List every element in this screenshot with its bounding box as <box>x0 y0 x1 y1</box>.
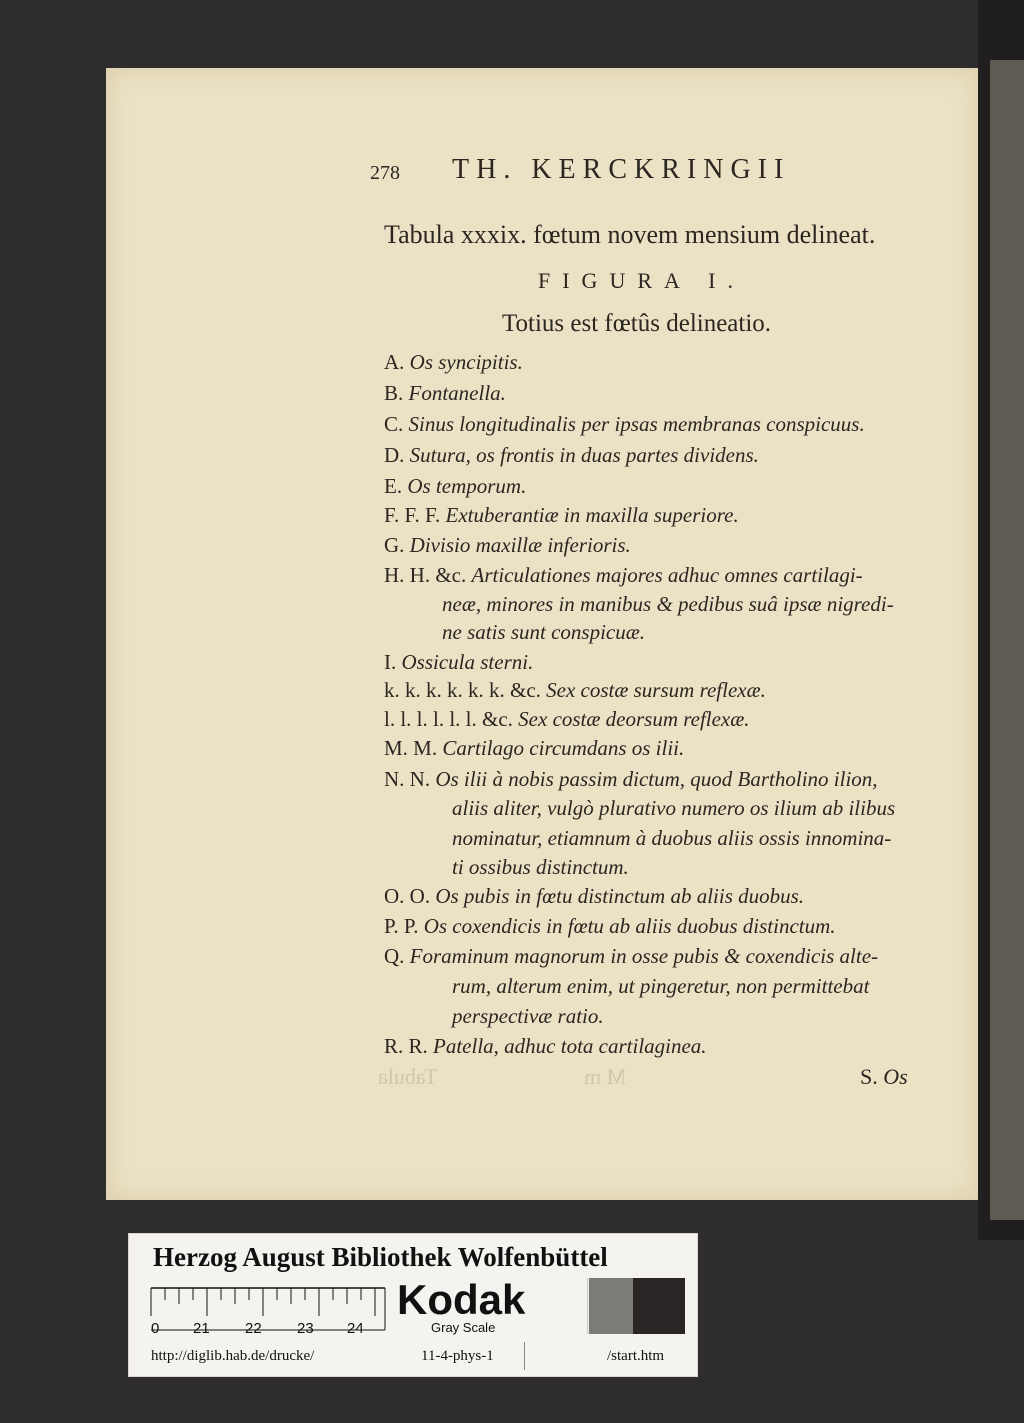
legend-continuation: rum, alterum enim, ut pingeretur, non permittebat <box>452 974 870 998</box>
legend-continuation: ti ossibus distinctum. <box>452 855 629 879</box>
gray-scale-label: Gray Scale <box>431 1320 496 1335</box>
legend-entry <box>384 767 878 792</box>
legend-entry <box>384 884 804 909</box>
kodak-logo: Kodak <box>397 1276 526 1323</box>
bleed-through-text: M m <box>584 1064 627 1089</box>
catchword <box>860 1064 908 1090</box>
legend-text: Os coxendicis in fœtu ab aliis duobus distinctum. <box>423 914 836 938</box>
legend-text: Os temporum. <box>407 474 527 498</box>
legend-continuation: nominatur, etiamnum à duobus aliis ossis innomina- <box>452 826 892 850</box>
legend-text: Ossicula sterni. <box>401 650 534 674</box>
legend-text: Os syncipitis. <box>409 350 523 374</box>
legend-key: R. R. <box>384 1034 428 1058</box>
ruler-label: 23 <box>297 1320 314 1337</box>
legend-entry <box>384 474 526 499</box>
ruler-label: 0 <box>151 1320 160 1337</box>
archive-label-card <box>128 1233 698 1377</box>
legend-entry <box>384 914 836 939</box>
legend-entry <box>384 707 750 732</box>
legend-entry <box>384 443 759 468</box>
running-head: TH. KERCKRINGII <box>452 154 791 185</box>
legend-key: P. P. <box>384 914 419 938</box>
legend-entry <box>384 381 506 406</box>
legend-key: A. <box>384 350 405 374</box>
catchword-key: S. <box>860 1064 878 1089</box>
digital-library-url: http://diglib.hab.de/drucke/ <box>151 1348 315 1364</box>
legend-key: D. <box>384 443 405 467</box>
footer-divider <box>524 1342 525 1370</box>
legend-entry <box>384 533 631 558</box>
legend-text: Cartilago circumdans os ilii. <box>442 736 685 760</box>
legend-text: Os pubis in fœtu distinctum ab aliis duobus. <box>435 884 805 908</box>
legend-continuation: neæ, minores in manibus & pedibus suâ ipsæ nigredi- <box>442 592 894 616</box>
legend-key: E. <box>384 474 403 498</box>
legend-text: Sinus longitudinalis per ipsas membranas conspicuus. <box>408 412 865 436</box>
legend-key: C. <box>384 412 404 436</box>
shelfmark: 11-4-phys-1 <box>421 1348 494 1364</box>
legend-key: Q. <box>384 944 405 968</box>
legend-key: I. <box>384 650 397 674</box>
ruler-label: 22 <box>245 1320 262 1337</box>
legend-continuation: aliis aliter, vulgò plurativo numero os ilium ab ilibus <box>452 796 896 820</box>
legend-key: M. M. <box>384 736 438 760</box>
catchword-word: Os <box>883 1064 908 1089</box>
figure-subtitle: Totius est fœtûs delineatio. <box>502 310 772 337</box>
legend-key: N. N. <box>384 767 431 791</box>
page-number: 278 <box>370 162 400 184</box>
legend-entry <box>384 563 863 588</box>
legend-key: O. O. <box>384 884 431 908</box>
start-page-url: /start.htm <box>607 1348 665 1364</box>
legend-continuation: perspectivæ ratio. <box>452 1004 604 1028</box>
legend-text: Patella, adhuc tota cartilaginea. <box>433 1034 707 1058</box>
legend-key: F. F. F. <box>384 503 441 527</box>
adjacent-page-edge <box>990 60 1024 1220</box>
bleed-through-text: Tabula <box>378 1064 438 1089</box>
legend-entry <box>384 1034 707 1059</box>
legend-text: Os ilii à nobis passim dictum, quod Bartholino ilion, <box>435 767 878 791</box>
legend-text: Sex costæ sursum reflexæ. <box>546 678 766 702</box>
legend-key: G. <box>384 533 405 557</box>
legend-key: l. l. l. l. l. l. &c. <box>384 707 513 731</box>
legend-text: Fontanella. <box>408 381 506 405</box>
legend-entry <box>384 650 533 675</box>
legend-key: k. k. k. k. k. k. &c. <box>384 678 541 702</box>
legend-entry <box>384 412 865 437</box>
legend-key: B. <box>384 381 404 405</box>
legend-entry <box>384 350 523 375</box>
legend-text: Foraminum magnorum in osse pubis & coxendicis alte- <box>409 944 879 968</box>
legend-text: Divisio maxillæ inferioris. <box>409 533 631 557</box>
legend-key: H. H. &c. <box>384 563 467 587</box>
gray-patch-mid <box>589 1278 633 1334</box>
legend-entry <box>384 503 739 528</box>
ruler-label: 21 <box>193 1320 210 1337</box>
ruler-label: 24 <box>347 1320 364 1337</box>
figure-heading: FIGURA I. <box>538 268 746 293</box>
legend-text: Articulationes majores adhuc omnes cartilagi- <box>471 563 863 587</box>
table-title: Tabula xxxix. fœtum novem mensium delineat. <box>384 220 876 249</box>
page-header <box>370 150 930 190</box>
legend-entry <box>384 678 766 703</box>
legend-text: Extuberantiæ in maxilla superiore. <box>445 503 739 527</box>
gray-patch-dark <box>633 1278 685 1334</box>
legend-entry <box>384 944 878 969</box>
library-name: Herzog August Bibliothek Wolfenbüttel <box>153 1242 608 1272</box>
legend-text: Sutura, os frontis in duas partes dividens. <box>409 443 759 467</box>
legend-continuation: ne satis sunt conspicuæ. <box>442 620 645 644</box>
legend-text: Sex costæ deorsum reflexæ. <box>518 707 750 731</box>
legend-entry <box>384 736 684 761</box>
